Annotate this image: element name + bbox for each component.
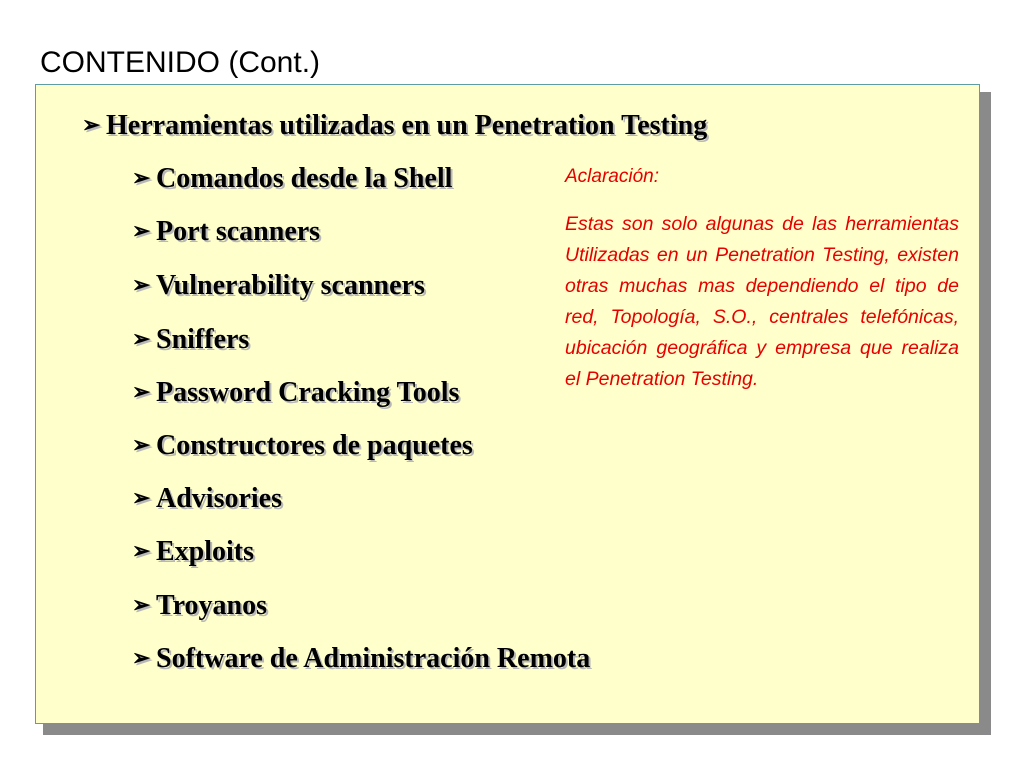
list-item — [132, 485, 282, 513]
list-item-label: Sniffers — [156, 324, 250, 355]
note-label: Aclaración: — [565, 166, 659, 187]
list-item-label: Advisories — [156, 483, 282, 514]
list-item — [132, 165, 452, 193]
arrow-bullet-icon: ➢ — [132, 538, 151, 563]
arrow-bullet-icon: ➢ — [132, 326, 151, 351]
list-item-label: Software de Administración Remota — [156, 643, 591, 674]
list-item-label: Exploits — [156, 536, 255, 567]
arrow-bullet-icon: ➢ — [132, 218, 151, 243]
slide-title: CONTENIDO (Cont.) — [40, 46, 321, 79]
list-item-label: Password Cracking Tools — [156, 377, 460, 408]
heading-text: Herramientas utilizadas en un Penetration Testing — [106, 110, 708, 141]
list-item-label: Constructores de paquetes — [156, 430, 473, 461]
list-item — [132, 592, 267, 620]
arrow-bullet-icon: ➢ — [132, 645, 151, 670]
arrow-bullet-icon: ➢ — [132, 272, 151, 297]
list-item — [132, 432, 473, 460]
arrow-bullet-icon: ➢ — [82, 112, 101, 137]
list-item — [132, 538, 254, 566]
arrow-bullet-icon: ➢ — [132, 379, 151, 404]
arrow-bullet-icon: ➢ — [132, 592, 151, 617]
note-body: Estas son solo algunas de las herramientas Utilizadas en un Penetration Testing, existen otras muchas mas dependiendo el tipo de red, Topología, S.O., centrales telefónicas, ubicación geográfica y empresa que realiza el Penetration Testing. — [565, 213, 959, 390]
list-item — [132, 218, 320, 246]
list-item-label: Vulnerability scanners — [156, 270, 425, 301]
list-item-label: Troyanos — [156, 590, 267, 621]
list-item-label: Comandos desde la Shell — [156, 163, 453, 194]
list-item — [132, 379, 459, 407]
arrow-bullet-icon: ➢ — [132, 432, 151, 457]
list-item — [132, 272, 425, 300]
arrow-bullet-icon: ➢ — [132, 165, 151, 190]
list-item — [132, 326, 249, 354]
heading-bullet — [82, 112, 707, 140]
list-item — [132, 645, 590, 673]
list-item-label: Port scanners — [156, 216, 321, 247]
arrow-bullet-icon: ➢ — [132, 485, 151, 510]
